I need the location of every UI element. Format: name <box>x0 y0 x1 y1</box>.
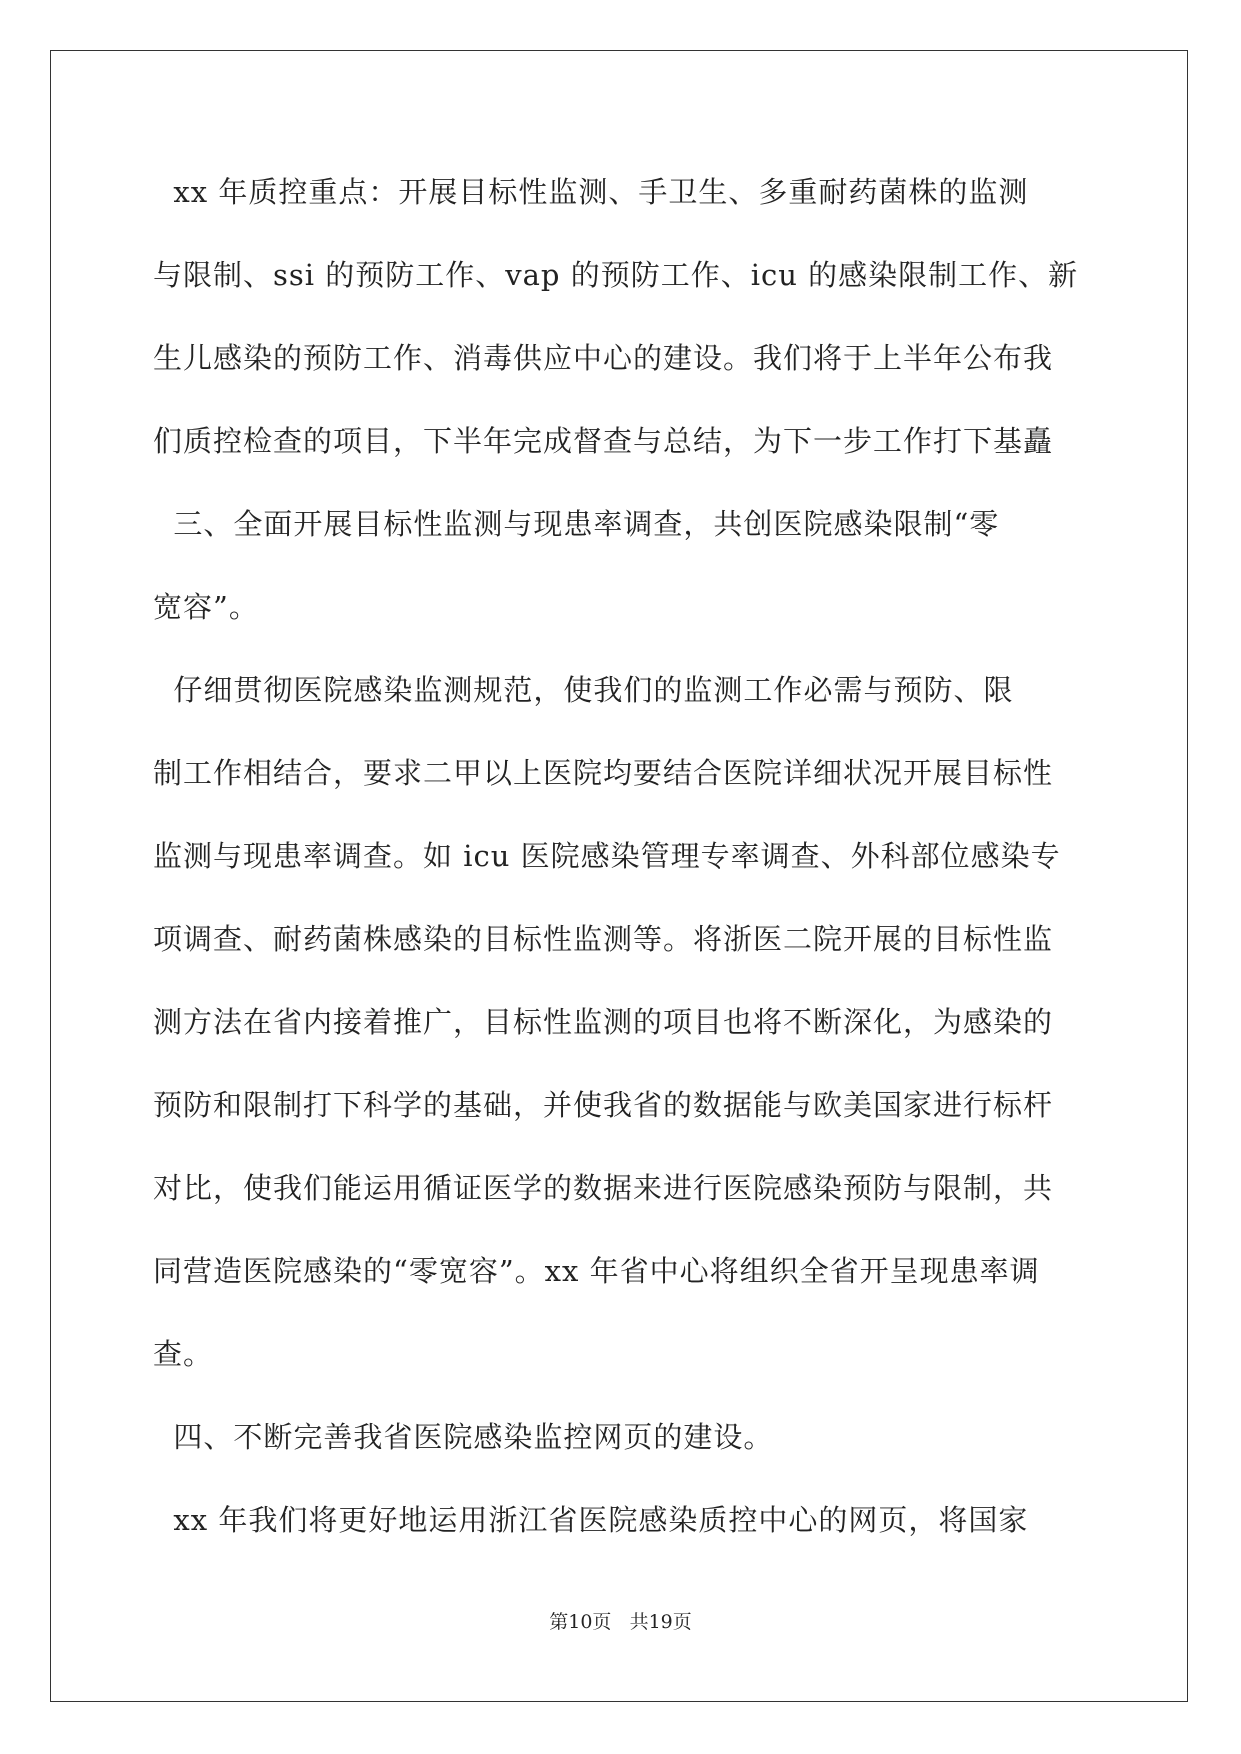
text-line: xx 年质控重点：开展目标性监测、手卫生、多重耐药菌株的监测 <box>153 175 1029 209</box>
text-line: xx 年我们将更好地运用浙江省医院感染质控中心的网页，将国家 <box>153 1503 1029 1537</box>
section-heading: 四、不断完善我省医院感染监控网页的建设。 <box>153 1420 774 1454</box>
text-line: 生儿感染的预防工作、消毒供应中心的建设。我们将于上半年公布我 <box>153 341 1054 375</box>
text-line: 宽容”。 <box>153 590 259 624</box>
page-number: 第10页 <box>549 1611 612 1633</box>
text-line: 与限制、ssi 的预防工作、vap 的预防工作、icu 的感染限制工作、新 <box>153 258 1079 292</box>
text-line: 监测与现患率调查。如 icu 医院感染管理专率调查、外科部位感染专 <box>153 839 1061 873</box>
text-line: 预防和限制打下科学的基础，并使我省的数据能与欧美国家进行标杆 <box>153 1088 1054 1122</box>
section-heading: 三、全面开展目标性监测与现患率调查，共创医院感染限制“零 <box>153 507 1000 541</box>
text-line: 们质控检查的项目，下半年完成督查与总结，为下一步工作打下基矗 <box>153 424 1054 458</box>
text-line: 项调查、耐药菌株感染的目标性监测等。将浙医二院开展的目标性监 <box>153 922 1054 956</box>
page-total: 共19页 <box>629 1611 692 1633</box>
text-line: 同营造医院感染的“零宽容”。xx 年省中心将组织全省开呈现患率调 <box>153 1254 1040 1288</box>
text-line: 查。 <box>153 1337 214 1371</box>
text-line: 测方法在省内接着推广，目标性监测的项目也将不断深化，为感染的 <box>153 1005 1054 1039</box>
document-body <box>153 160 1089 1571</box>
text-line: 制工作相结合，要求二甲以上医院均要结合医院详细状况开展目标性 <box>153 756 1054 790</box>
page-footer <box>0 1609 1241 1635</box>
text-line: 仔细贯彻医院感染监测规范，使我们的监测工作必需与预防、限 <box>153 673 1014 707</box>
text-line: 对比，使我们能运用循证医学的数据来进行医院感染预防与限制，共 <box>153 1171 1054 1205</box>
